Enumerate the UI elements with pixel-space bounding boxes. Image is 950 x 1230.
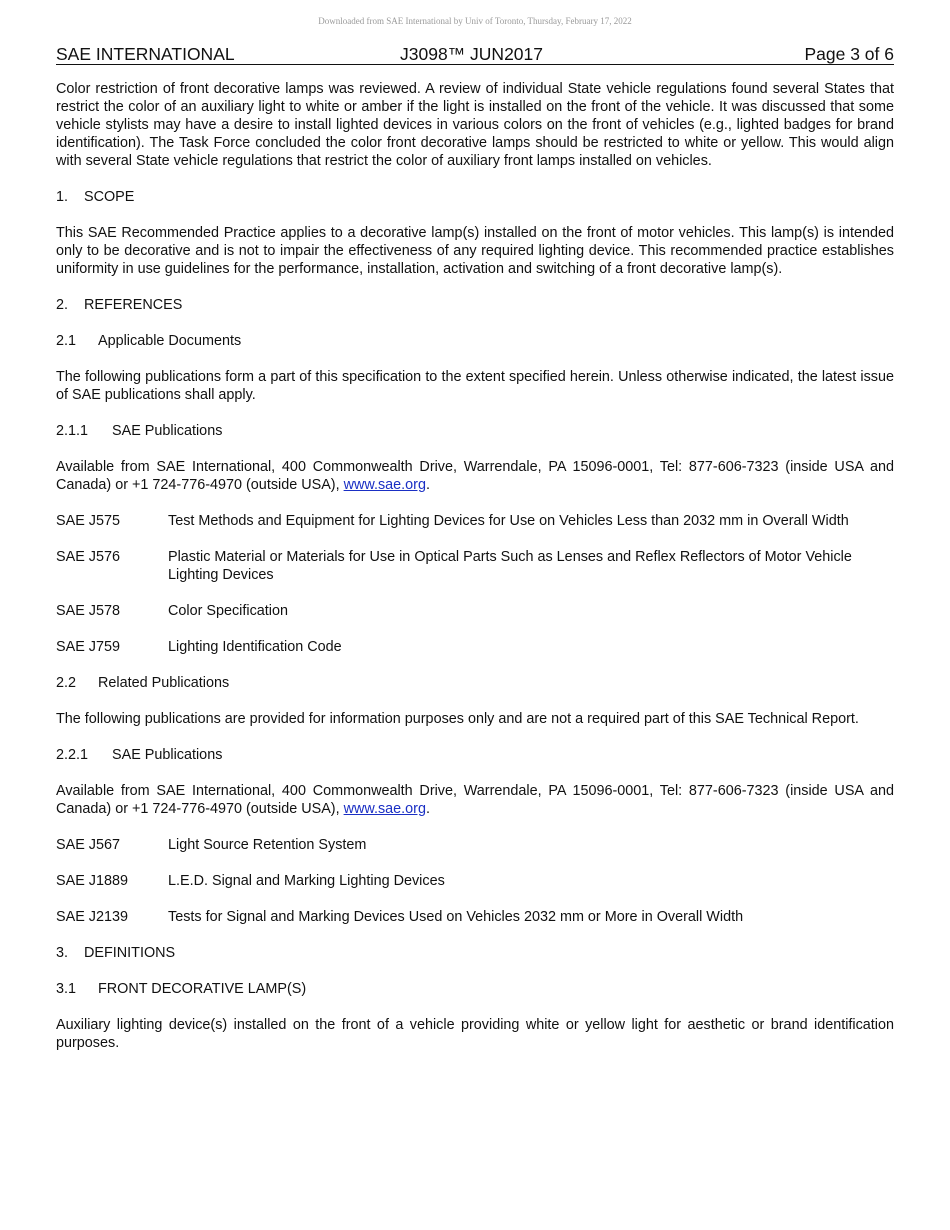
download-watermark: Downloaded from SAE International by Univ of Toronto, Thursday, February 17, 2022	[318, 16, 632, 26]
section-number: 2.2	[56, 675, 77, 691]
section-applicable-documents-heading	[56, 332, 894, 350]
reference-title: L.E.D. Signal and Marking Lighting Devices	[168, 873, 445, 889]
section-scope-heading	[56, 188, 894, 206]
reference-item	[56, 872, 894, 890]
availability-text: Available from SAE International, 400 Commonwealth Drive, Warrendale, PA 15096-0001, Tel: 877-606-7323 (inside USA and Canada) or +1 724-776-4970 (outside USA),	[56, 783, 894, 817]
section-title: SAE Publications	[112, 747, 223, 763]
scope-paragraph: This SAE Recommended Practice applies to a decorative lamp(s) installed on the front of motor vehicles. This lamp(s) is intended only to be decorative and is not to impair the effectiveness of any required lighting device. This recommended practice establishes uniformity in use guidelines for the performance, installation, activation and switching of a front decorative lamp(s).	[56, 225, 894, 277]
section-number: 2.	[56, 297, 69, 313]
header-org: SAE INTERNATIONAL	[56, 44, 235, 64]
section-references-heading	[56, 296, 894, 314]
sae-website-link[interactable]: www.sae.org	[343, 801, 426, 817]
header-page-number: Page 3 of 6	[804, 44, 894, 64]
reference-title: Tests for Signal and Marking Devices Used on Vehicles 2032 mm or More in Overall Width	[168, 909, 744, 925]
reference-code: SAE J1889	[56, 873, 129, 889]
reference-title: Plastic Material or Materials for Use in Optical Parts Such as Lenses and Reflex Reflectors of Motor Vehicle Lighting Devices	[168, 549, 852, 583]
section-title: Applicable Documents	[98, 333, 242, 349]
page-header	[56, 44, 894, 65]
section-title: SAE Publications	[112, 423, 223, 439]
reference-code: SAE J578	[56, 603, 120, 619]
section-title: REFERENCES	[84, 297, 183, 313]
reference-item	[56, 638, 894, 656]
section-title: FRONT DECORATIVE LAMP(S)	[98, 981, 307, 997]
section-number: 2.1	[56, 333, 77, 349]
section-number: 1.	[56, 189, 69, 205]
availability-end: .	[425, 801, 430, 817]
reference-title: Test Methods and Equipment for Lighting Devices for Use on Vehicles Less than 2032 mm in Overall Width	[168, 513, 849, 529]
section-title: DEFINITIONS	[84, 945, 176, 961]
section-title: Related Publications	[98, 675, 230, 691]
section-front-decorative-lamps-heading	[56, 980, 894, 998]
reference-code: SAE J567	[56, 837, 120, 853]
reference-title: Lighting Identification Code	[168, 639, 342, 655]
sae-website-link[interactable]: www.sae.org	[343, 477, 426, 493]
reference-item	[56, 908, 894, 926]
reference-code: SAE J2139	[56, 909, 129, 925]
reference-item	[56, 512, 894, 530]
reference-code: SAE J759	[56, 639, 120, 655]
reference-item	[56, 602, 894, 620]
document-body	[56, 80, 894, 1070]
applicable-documents-paragraph: The following publications form a part of this specification to the extent specified herein. Unless otherwise indicated, the latest issue of SAE publications shall apply.	[56, 369, 894, 403]
section-number: 3.	[56, 945, 69, 961]
reference-code: SAE J576	[56, 549, 120, 565]
definition-paragraph: Auxiliary lighting device(s) installed on the front of a vehicle providing white or yellow light for aesthetic or brand identification purposes.	[56, 1017, 894, 1051]
reference-item	[56, 548, 894, 584]
section-sae-publications-heading	[56, 422, 894, 440]
reference-title: Light Source Retention System	[168, 837, 367, 853]
section-number: 3.1	[56, 981, 77, 997]
section-sae-publications-heading	[56, 746, 894, 764]
reference-title: Color Specification	[168, 603, 288, 619]
section-number: 2.1.1	[56, 423, 89, 439]
header-doc-id: J3098™ JUN2017	[400, 44, 543, 64]
reference-code: SAE J575	[56, 513, 120, 529]
availability-paragraph	[56, 458, 894, 494]
section-related-publications-heading	[56, 674, 894, 692]
section-definitions-heading	[56, 944, 894, 962]
availability-end: .	[425, 477, 430, 493]
reference-item	[56, 836, 894, 854]
availability-paragraph	[56, 782, 894, 818]
related-publications-paragraph: The following publications are provided for information purposes only and are not a required part of this SAE Technical Report.	[56, 711, 859, 727]
section-title: SCOPE	[84, 189, 135, 205]
intro-paragraph: Color restriction of front decorative lamps was reviewed. A review of individual State vehicle regulations found several States that restrict the color of an auxiliary light to white or amber if the light is installed on the front of the vehicle. It was discussed that some vehicle stylists may have a desire to install lighted devices in various colors on the front of vehicles (e.g., lighted badges for brand identification). The Task Force concluded the color front decorative lamps should be restricted to white or yellow. This would align with several State vehicle regulations that restrict the color of auxiliary front lamps installed on vehicles.	[56, 81, 894, 169]
availability-text: Available from SAE International, 400 Commonwealth Drive, Warrendale, PA 15096-0001, Tel: 877-606-7323 (inside USA and Canada) or +1 724-776-4970 (outside USA),	[56, 459, 894, 493]
section-number: 2.2.1	[56, 747, 89, 763]
